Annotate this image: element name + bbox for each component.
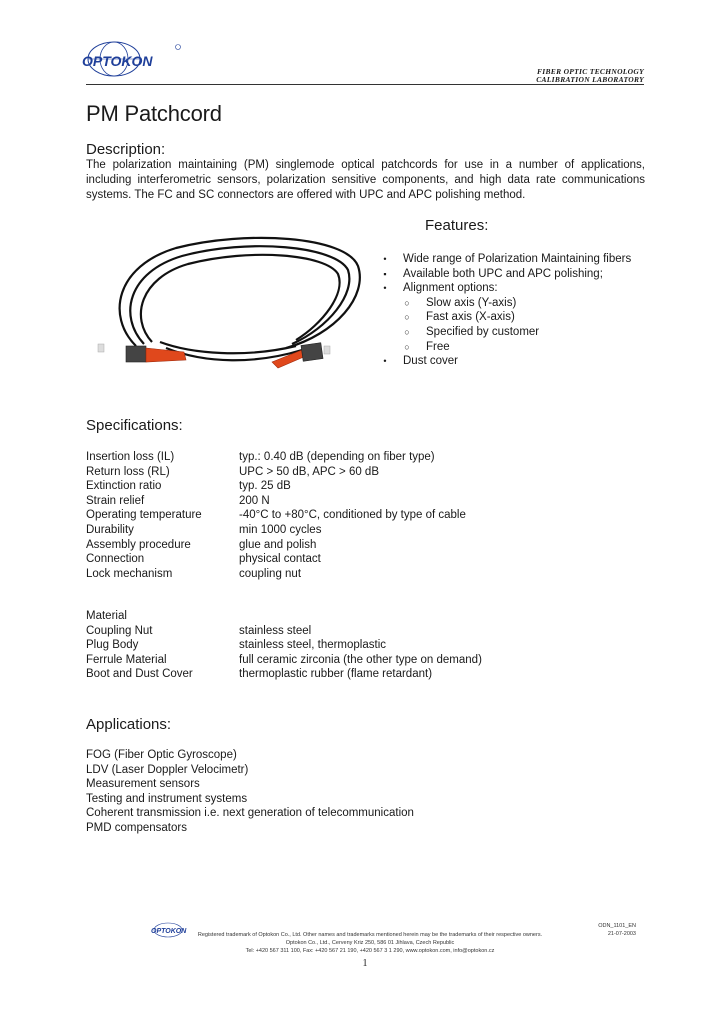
footer-line: Optokon Co., Ltd., Cerveny Kriz 250, 586 01 Jihlava, Czech Republic <box>285 940 455 946</box>
material-row <box>86 624 646 639</box>
application-item: FOG (Fiber Optic Gyroscope) <box>86 749 237 761</box>
material-heading-row <box>86 609 646 624</box>
material-label: Ferrule Material <box>86 653 167 666</box>
spec-label: Durability <box>86 523 134 536</box>
specifications-table <box>86 450 646 581</box>
spec-row <box>86 494 646 509</box>
spec-label: Connection <box>86 553 145 566</box>
square-bullet-icon: ▪ <box>383 268 387 279</box>
spec-label: Extinction ratio <box>86 480 162 493</box>
spec-row <box>86 567 646 582</box>
feature-sub-item <box>380 310 670 325</box>
application-item: Coherent transmission i.e. next generation of telecommunication <box>86 807 414 820</box>
specifications-heading: Specifications: <box>86 417 183 434</box>
spec-row <box>86 465 646 480</box>
spec-value: typ.: 0.40 dB (depending on fiber type) <box>239 451 435 463</box>
spec-row <box>86 508 646 523</box>
footer-logo-text: OPTOKON <box>151 928 187 935</box>
material-heading: Material <box>86 610 127 622</box>
optokon-logo <box>80 38 190 80</box>
spec-label: Lock mechanism <box>86 567 173 580</box>
material-row <box>86 667 646 682</box>
spec-value: min 1000 cycles <box>239 523 322 536</box>
material-label: Plug Body <box>86 639 139 652</box>
features-heading: Features: <box>425 217 489 234</box>
doc-date: 21-07-2003 <box>607 931 636 937</box>
spec-value: glue and polish <box>239 538 317 551</box>
page-title: PM Patchcord <box>86 101 222 126</box>
feature-sub-text: Specified by customer <box>426 325 540 338</box>
spec-value: physical contact <box>239 553 321 566</box>
bullet-icon: • <box>383 254 387 264</box>
material-table <box>86 609 646 682</box>
feature-sub-text: Fast axis (X-axis) <box>426 311 515 324</box>
spec-value: UPC > 50 dB, APC > 60 dB <box>239 465 379 478</box>
circle-bullet-icon: ○ <box>404 341 410 352</box>
feature-item <box>380 354 670 369</box>
material-value: stainless steel <box>239 624 312 637</box>
feature-text: Available both UPC and APC polishing; <box>403 267 603 280</box>
description-heading: Description: <box>86 141 166 158</box>
material-label: Coupling Nut <box>86 624 153 637</box>
material-value: full ceramic zirconia (the other type on demand) <box>239 653 482 666</box>
footer-line: Registered trademark of Optokon Co., Ltd. Other names and trademarks mentioned herein may be the trademarks of their respective owners. <box>197 932 543 938</box>
spec-row <box>86 552 646 567</box>
footer-text <box>150 931 590 955</box>
spec-label: Return loss (RL) <box>86 465 170 478</box>
doc-code: ODN_1101_EN <box>598 923 636 929</box>
feature-item <box>380 267 670 282</box>
header-tagline-1: FIBER OPTIC TECHNOLOGY <box>536 67 644 76</box>
spec-value: -40°C to +80°C, conditioned by type of cable <box>239 509 466 522</box>
patchcord-photo <box>96 226 372 378</box>
description-text: The polarization maintaining (PM) singlemode optical patchcords for use in a number of applications, including interferometric sensors, polarization sensitive components, and high data rate communications systems. The FC and SC connectors are offered with UPC and APC polishing method. <box>86 159 645 201</box>
spec-row <box>86 479 646 494</box>
spec-row <box>86 450 646 465</box>
feature-sub-text: Free <box>426 340 450 353</box>
spec-label: Operating temperature <box>86 509 202 522</box>
circle-bullet-icon: ○ <box>404 297 410 308</box>
header-divider <box>86 84 644 85</box>
spec-label: Assembly procedure <box>86 538 191 551</box>
feature-sub-item <box>380 325 670 340</box>
bullet-icon: • <box>383 356 387 367</box>
applications-list <box>86 748 414 836</box>
feature-item <box>380 281 670 296</box>
spec-value: coupling nut <box>239 567 302 580</box>
spec-row <box>86 538 646 553</box>
material-value: thermoplastic rubber (flame retardant) <box>239 668 433 681</box>
spec-label: Insertion loss (IL) <box>86 451 175 463</box>
footer-doc-code <box>596 922 636 938</box>
feature-sub-item <box>380 296 670 311</box>
feature-item <box>380 252 670 267</box>
footer-line: Tel: +420 567 311 100, Fax: +420 567 21 190, +420 567 3 1 290, www.optokon.com, info@optokon.cz <box>245 948 495 954</box>
circle-bullet-icon: ○ <box>404 312 410 323</box>
feature-text: Dust cover <box>403 355 458 368</box>
features-list <box>380 252 670 369</box>
spec-value: 200 N <box>239 494 270 507</box>
bullet-icon: • <box>383 283 387 294</box>
material-row <box>86 653 646 668</box>
spec-row <box>86 523 646 538</box>
logo-text: OPTOKON <box>82 53 153 69</box>
application-item: Measurement sensors <box>86 778 200 791</box>
page-number: 1 <box>362 958 368 969</box>
feature-text: Alignment options: <box>403 282 498 295</box>
feature-sub-text: Slow axis (Y-axis) <box>426 296 517 309</box>
material-value: stainless steel, thermoplastic <box>239 639 387 652</box>
header-tagline-2: CALIBRATION LABORATORY <box>536 75 644 84</box>
application-item: Testing and instrument systems <box>86 792 248 805</box>
application-item: LDV (Laser Doppler Velocimetr) <box>86 763 249 776</box>
circle-bullet-icon: ○ <box>404 326 410 337</box>
feature-sub-item <box>380 340 670 355</box>
feature-text: Wide range of Polarization Maintaining fibers <box>403 253 632 265</box>
material-row <box>86 638 646 653</box>
material-label: Boot and Dust Cover <box>86 668 193 681</box>
application-item: PMD compensators <box>86 821 187 834</box>
spec-value: typ. 25 dB <box>239 480 291 493</box>
applications-heading: Applications: <box>86 716 172 733</box>
spec-label: Strain relief <box>86 494 145 507</box>
